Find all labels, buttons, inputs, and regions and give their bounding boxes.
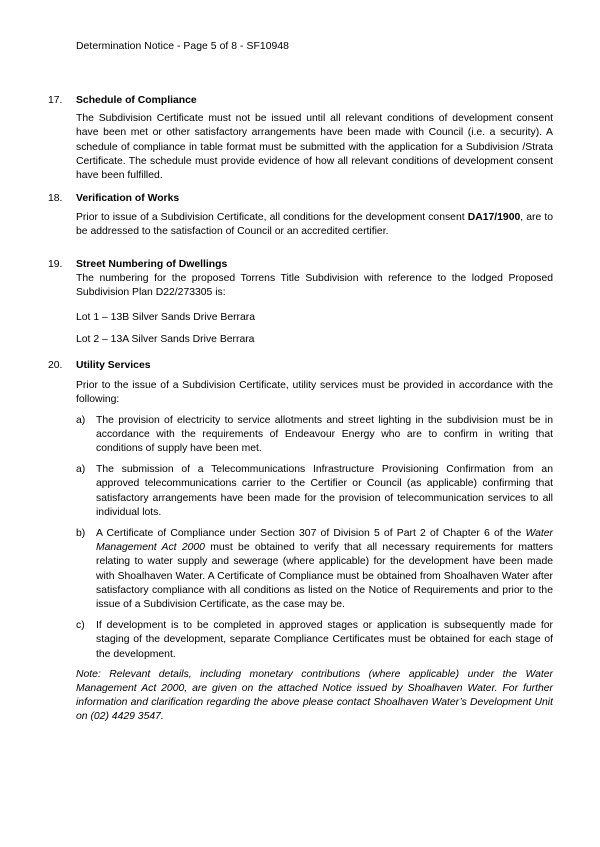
list-marker: a) — [76, 414, 86, 426]
list-item — [76, 463, 553, 520]
lot-1-address: Lot 1 – 13B Silver Sands Drive Berrara — [76, 311, 256, 323]
lot-2-address: Lot 2 – 13A Silver Sands Drive Berrara — [76, 333, 255, 345]
list-marker: b) — [76, 528, 86, 540]
list-text-part: must be obtained to verify that all necessary requirements for matters relating to water supply and sewerage (where applicable) for the development have been made with Shoalhaven Water. A Certificate of Compliance must be obtained from Shoalhaven Water after satisfactory compliance with all conditions as listed on the Notice of Requirements and prior to the issue of a Subdivision Certificate, as the case may be. — [96, 542, 553, 611]
list-text: The submission of a Telecommunications Infrastructure Provisioning Confirmation from an approved telecommunications carrier to the Certifier or Council (as applicable) confirming that satisfactory arrangements have been made for the provision of telecommunication services to all individual lots. — [96, 464, 553, 518]
section-title: Street Numbering of Dwellings — [76, 259, 228, 270]
list-text-part: A Certificate of Compliance under Section 307 of Division 5 of Part 2 of Chapter 6 of the — [96, 528, 526, 540]
section-title: Verification of Works — [76, 193, 180, 204]
section-number: 17. — [48, 95, 63, 106]
list-marker: c) — [76, 620, 85, 632]
section-20-heading — [48, 359, 558, 373]
section-18-heading — [48, 192, 558, 206]
section-number: 20. — [48, 360, 63, 371]
list-text — [96, 527, 553, 612]
list-item — [76, 619, 553, 662]
act-title: Water Management Act 2000 — [96, 528, 553, 554]
list-item — [76, 414, 553, 457]
body-text: , are to be addressed to the satisfaction of Council or an accredited certifier. — [76, 212, 553, 238]
section-title: Utility Services — [76, 360, 151, 371]
list-text: The provision of electricity to service allotments and street lighting in the subdivision must be in accordance with the requirements of Endeavour Energy who are to confirm in writing that conditions of supply have been met. — [96, 414, 553, 455]
section-18-body — [76, 211, 553, 239]
section-19 — [48, 258, 558, 347]
section-19-heading — [48, 258, 558, 272]
list-item — [76, 527, 553, 612]
section-number: 18. — [48, 193, 63, 204]
section-number: 19. — [48, 259, 63, 270]
section-17-heading — [48, 94, 558, 108]
section-title: Schedule of Compliance — [76, 95, 197, 106]
section-20-intro: Prior to the issue of a Subdivision Certificate, utility services must be provided in accordance with the following: — [76, 380, 553, 406]
list-marker: a) — [76, 464, 86, 476]
section-18 — [48, 192, 558, 240]
section-17-body: The Subdivision Certificate must not be issued until all relevant conditions of development consent have been met or other satisfactory arrangements have been made with Council (i.e. a security). A schedule of compliance in table format must be submitted with the application for a Subdivision /Strata Certificate. The schedule must provide evidence of how all relevant conditions of development consent have been fulfilled. — [76, 113, 553, 182]
page-header: Determination Notice - Page 5 of 8 - SF10948 — [76, 41, 290, 52]
section-19-body: The numbering for the proposed Torrens Title Subdivision with reference to the lodged Proposed Subdivision Plan D22/273305 is: — [76, 273, 553, 299]
section-20-note: Note: Relevant details, including monetary contributions (where applicable) under the Water Management Act 2000, are given on the attached Notice issued by Shoalhaven Water. For further information and clarification regarding the above please contact Shoalhaven Water’s Development Unit on (02) 4429 3547. — [76, 668, 553, 723]
list-text: If development is to be completed in approved stages or application is subsequently made for staging of the development, separate Compliance Certificates must be obtained for each stage of the development. — [96, 620, 553, 660]
section-17 — [48, 94, 558, 183]
section-20 — [48, 359, 558, 725]
consent-reference: DA17/1900 — [467, 212, 521, 224]
body-text: Prior to issue of a Subdivision Certificate, all conditions for the development consent — [76, 212, 468, 224]
